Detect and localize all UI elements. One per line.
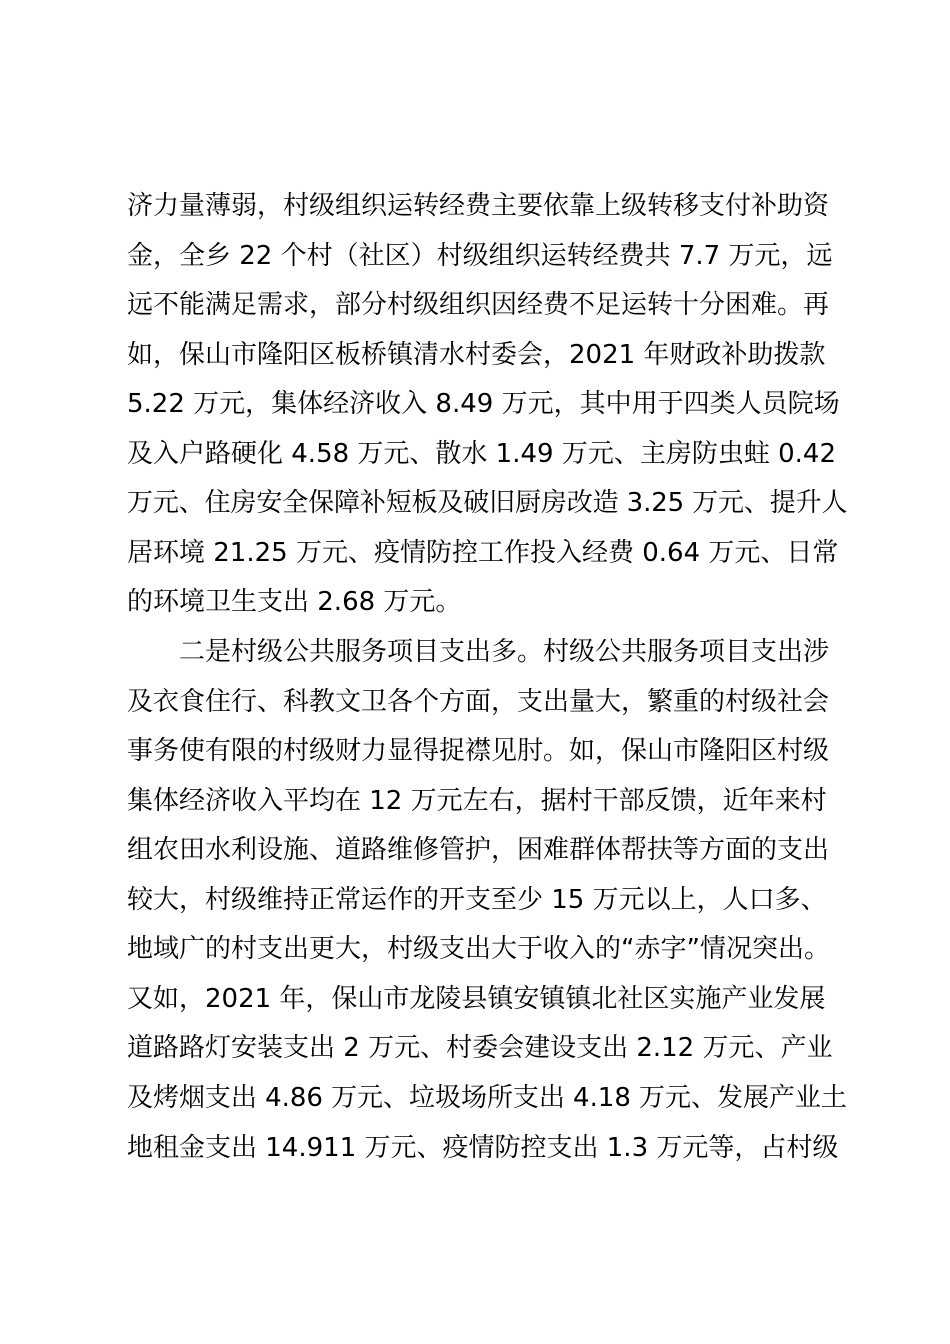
text-line: 金，全乡 22 个村（社区）村级组织运转经费共 7.7 万元，远 — [127, 241, 833, 271]
text-line: 及烤烟支出 4.86 万元、垃圾场所支出 4.18 万元、发展产业土 — [127, 1083, 847, 1113]
text-line: 二是村级公共服务项目支出多。村级公共服务项目支出涉 — [127, 637, 830, 667]
text-line: 又如，2021 年，保山市龙陵县镇安镇镇北社区实施产业发展 — [127, 984, 826, 1014]
text-line: 远不能满足需求，部分村级组织因经费不足运转十分困难。再 — [127, 290, 830, 320]
text-line: 地域广的村支出更大，村级支出大于收入的“赤字”情况突出。 — [127, 934, 830, 964]
text-line: 道路路灯安装支出 2 万元、村委会建设支出 2.12 万元、产业 — [127, 1033, 833, 1063]
text-line: 如，保山市隆阳区板桥镇清水村委会，2021 年财政补助拨款 — [127, 340, 826, 370]
text-line: 事务使有限的村级财力显得捉襟见肘。如，保山市隆阳区村级 — [127, 736, 830, 766]
text-line: 及衣食住行、科教文卫各个方面，支出量大，繁重的村级社会 — [127, 687, 830, 717]
text-line: 组农田水利设施、道路维修管护，困难群体帮扶等方面的支出 — [127, 835, 830, 865]
text-line: 济力量薄弱，村级组织运转经费主要依靠上级转移支付补助资 — [127, 191, 830, 221]
text-line: 及入户路硬化 4.58 万元、散水 1.49 万元、主房防虫蛀 0.42 — [127, 439, 836, 469]
text-line: 的环境卫生支出 2.68 万元。 — [127, 587, 462, 617]
text-line: 居环境 21.25 万元、疫情防控工作投入经费 0.64 万元、日常 — [127, 538, 839, 568]
text-line: 集体经济收入平均在 12 万元左右，据村干部反馈，近年来村 — [127, 786, 827, 816]
text-line: 万元、住房安全保障补短板及破旧厨房改造 3.25 万元、提升人 — [127, 488, 848, 518]
text-line: 较大，村级维持正常运作的开支至少 15 万元以上，人口多、 — [127, 885, 827, 915]
text-line: 地租金支出 14.911 万元、疫情防控支出 1.3 万元等，占村级 — [127, 1133, 839, 1163]
text-line: 5.22 万元，集体经济收入 8.49 万元，其中用于四类人员院场 — [127, 389, 840, 419]
